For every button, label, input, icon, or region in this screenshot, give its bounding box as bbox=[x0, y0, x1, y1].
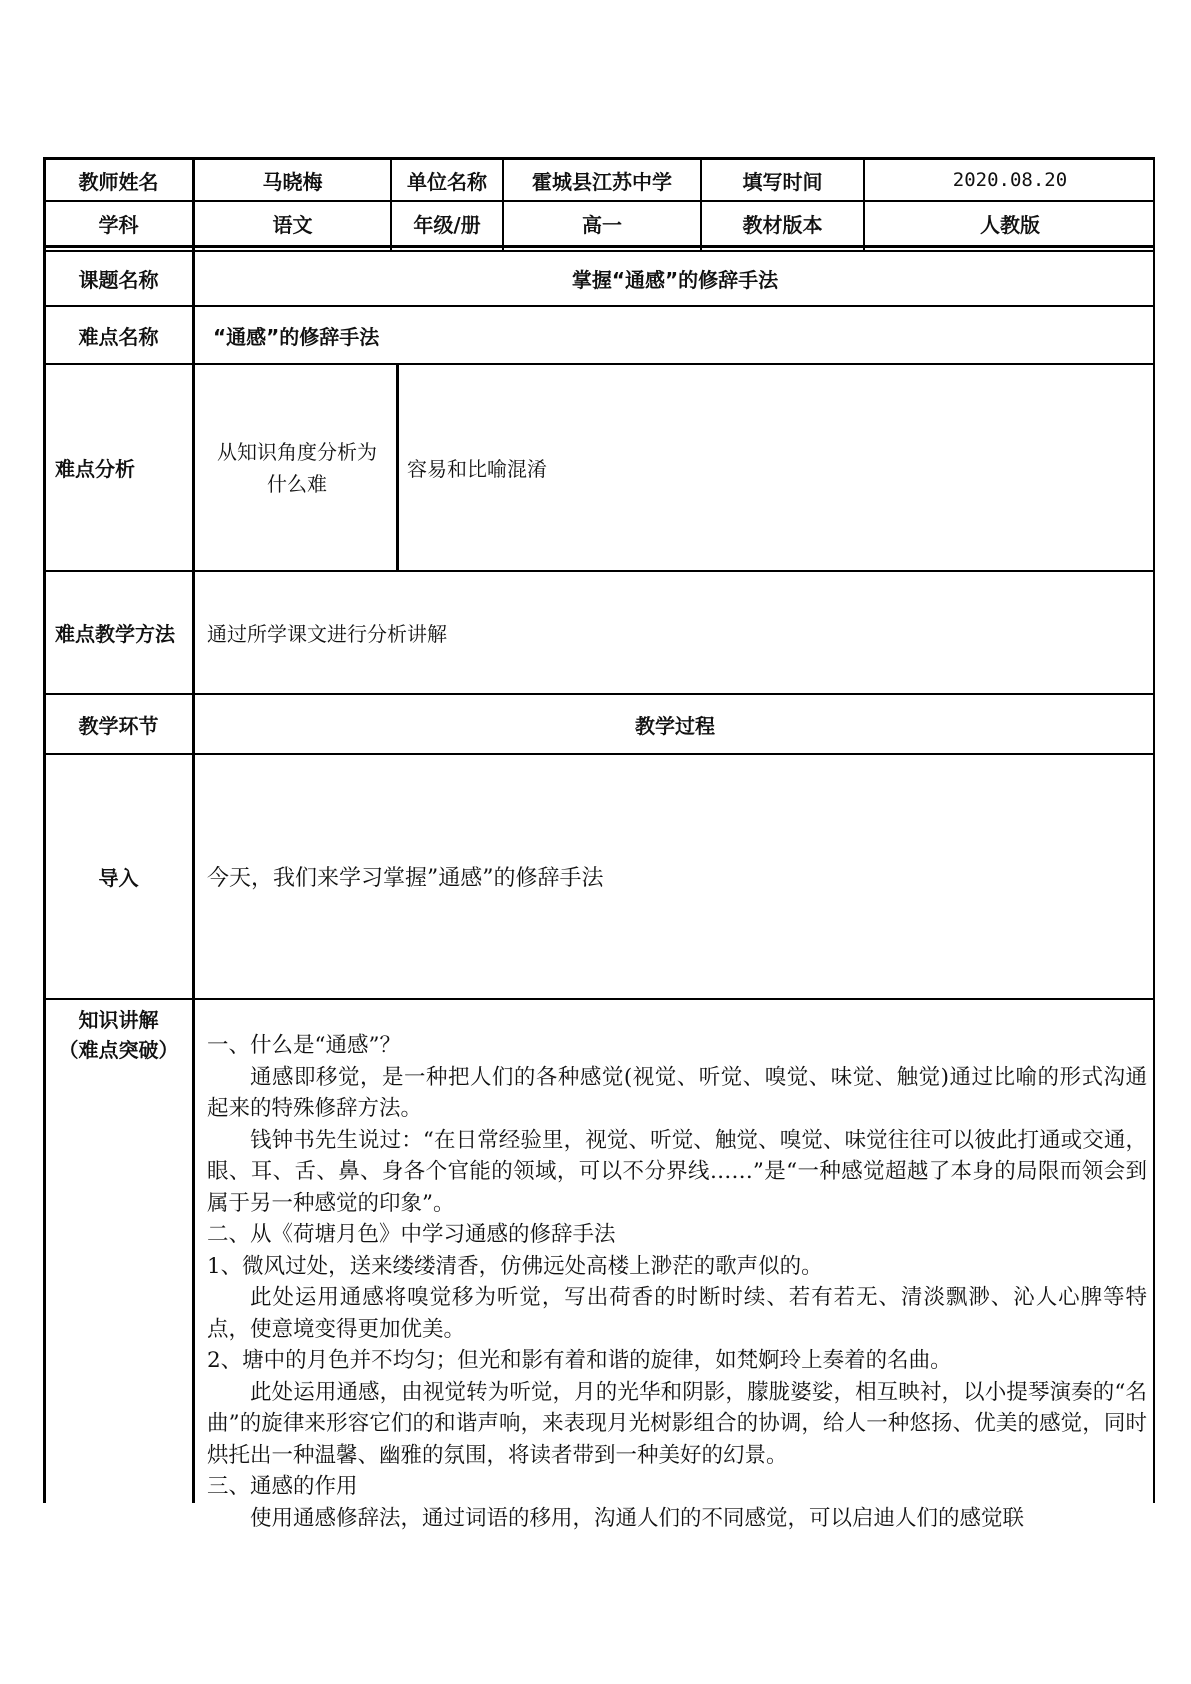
knowledge-paragraph: 此处运用通感将嗅觉移为听觉，写出荷香的时断时续、若有若无、清淡飘渺、沁人心脾等特点，使意境变得更加优美。 bbox=[207, 1285, 1147, 1342]
analysis-label: 难点分析 bbox=[55, 457, 135, 481]
topic-label: 课题名称 bbox=[78, 268, 159, 292]
knowledge-paragraph: 三、通感的作用 bbox=[207, 1474, 358, 1499]
row-divider bbox=[43, 998, 1155, 1000]
process-label: 教学环节 bbox=[78, 713, 159, 738]
subject-value: 语文 bbox=[272, 213, 313, 237]
knowledge-paragraph: 二、从《荷塘月色》中学习通感的修辞手法 bbox=[207, 1222, 616, 1247]
grade-value: 高一 bbox=[582, 213, 622, 237]
intro-label: 导入 bbox=[98, 866, 139, 890]
knowledge-label-line2: （难点突破） bbox=[58, 1038, 179, 1062]
edition-label: 教材版本 bbox=[742, 213, 823, 237]
analysis-value: 容易和比喻混淆 bbox=[407, 457, 547, 481]
knowledge-content bbox=[207, 1030, 1147, 1534]
intro-value: 今天，我们来学习掌握”通感”的修辞手法 bbox=[207, 866, 604, 891]
date-label: 填写时间 bbox=[742, 169, 823, 194]
unit-value: 霍城县江苏中学 bbox=[532, 169, 672, 194]
knowledge-paragraph: 一、什么是“通感”？ bbox=[207, 1033, 401, 1058]
subject-label: 学科 bbox=[98, 213, 139, 237]
knowledge-label-line1: 知识讲解 bbox=[78, 1008, 159, 1032]
process-value: 教学过程 bbox=[635, 713, 715, 738]
difficulty-label: 难点名称 bbox=[78, 324, 159, 349]
knowledge-label bbox=[45, 1005, 192, 1065]
knowledge-paragraph: 此处运用通感，由视觉转为听觉，月的光华和阴影，朦胧婆娑，相互映衬，以小提琴演奏的“名曲”的旋律来形容它们的和谐声响，来表现月光树影组合的协调，给人一种悠扬、优美的感觉，同时烘托出一种温馨、幽雅的氛围，将读者带到一种美好的幻景。 bbox=[207, 1379, 1147, 1468]
unit-label: 单位名称 bbox=[407, 169, 487, 194]
grade-label: 年级/册 bbox=[413, 213, 481, 237]
topic-value: 掌握“通感”的修辞手法 bbox=[571, 268, 779, 292]
knowledge-paragraph: 使用通感修辞法，通过词语的移用，沟通人们的不同感觉，可以启迪人们的感觉联 bbox=[250, 1505, 1025, 1531]
difficulty-value: “通感”的修辞手法 bbox=[213, 324, 380, 349]
date-value: 2020.08.20 bbox=[952, 169, 1068, 191]
knowledge-paragraph: 1、微风过处，送来缕缕清香，仿佛远处高楼上渺茫的歌声似的。 bbox=[207, 1253, 823, 1279]
edition-value: 人教版 bbox=[980, 213, 1040, 237]
knowledge-paragraph: 2、塘中的月色并不均匀；但光和影有着和谐的旋律，如梵婀玲上奏着的名曲。 bbox=[207, 1348, 952, 1373]
method-label: 难点教学方法 bbox=[55, 622, 175, 646]
teacher-value: 马晓梅 bbox=[262, 169, 323, 194]
knowledge-paragraph: 通感即移觉，是一种把人们的各种感觉(视觉、听觉、嗅觉、味觉、触觉)通过比喻的形式沟通起来的特殊修辞方法。 bbox=[207, 1064, 1147, 1121]
method-value: 通过所学课文进行分析讲解 bbox=[207, 622, 447, 646]
row-divider bbox=[43, 245, 1155, 248]
teacher-label: 教师姓名 bbox=[78, 169, 159, 194]
knowledge-paragraph: 钱钟书先生说过：“在日常经验里，视觉、听觉、触觉、嗅觉、味觉往往可以彼此打通或交通，眼、耳、舌、鼻、身各个官能的领域，可以不分界线……”是“一种感觉超越了本身的局限而领会到属于另一种感觉的印象”。 bbox=[207, 1127, 1147, 1216]
analysis-sub-label: 从知识角度分析为什么难 bbox=[217, 439, 377, 496]
